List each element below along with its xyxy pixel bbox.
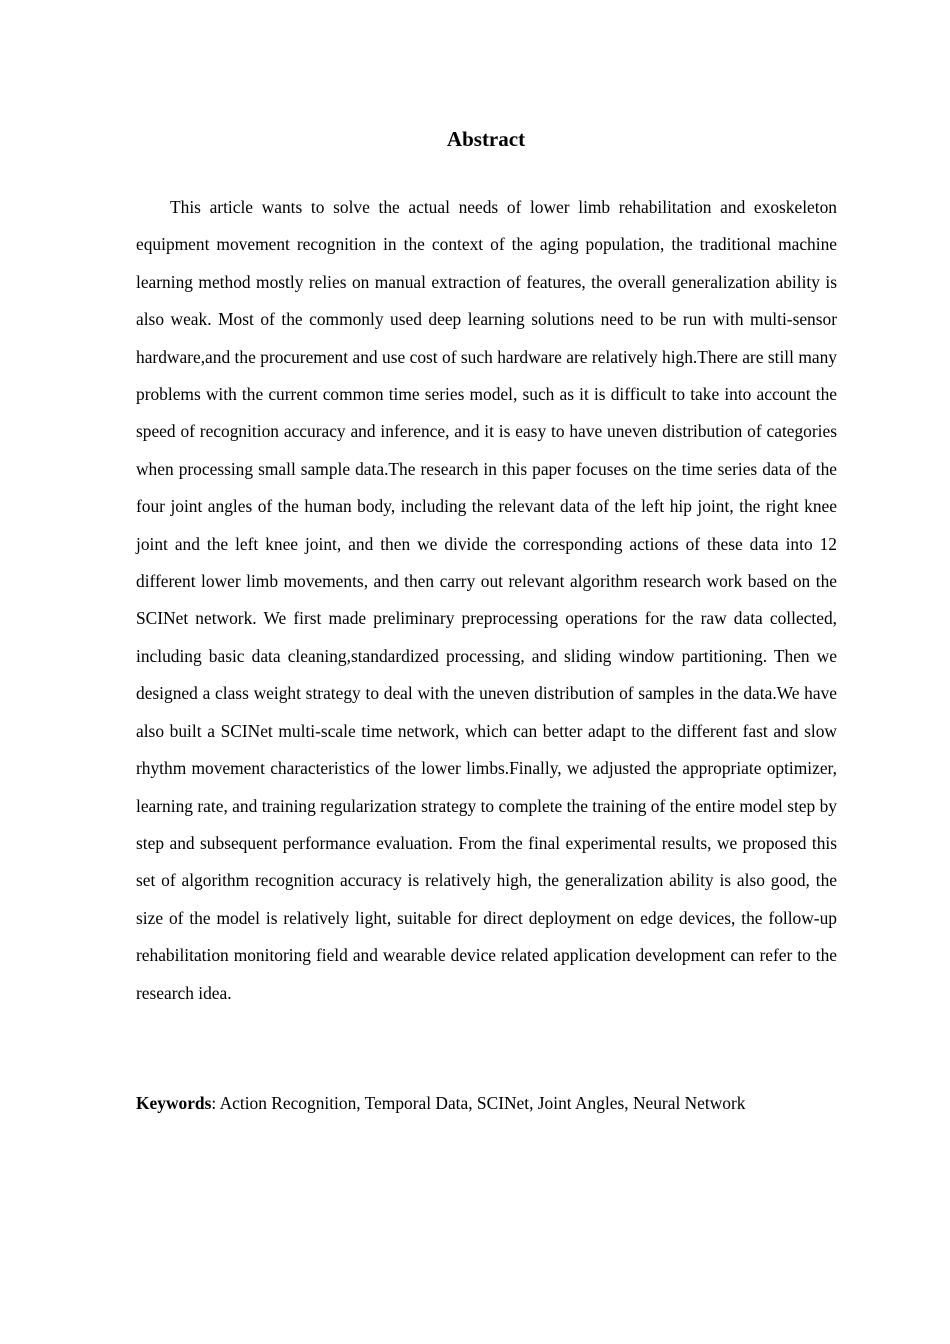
- keywords-line: [136, 1085, 837, 1122]
- abstract-paragraph: This article wants to solve the actual needs of lower limb rehabilitation and exoskeleton equipment movement recognition in the context of the aging population, the traditional machine learning method mostly relies on manual extraction of features, the overall generalization ability is also weak. Most of the commonly used deep learning solutions need to be run with multi-sensor hardware,and the procurement and use cost of such hardware are relatively high.There are still many problems with the current common time series model, such as it is difficult to take into account the speed of recognition accuracy and inference, and it is easy to have uneven distribution of categories when processing small sample data.The research in this paper focuses on the time series data of the four joint angles of the human body, including the relevant data of the left hip joint, the right knee joint and the left knee joint, and then we divide the corresponding actions of these data into 12 different lower limb movements, and then carry out relevant algorithm research work based on the SCINet network. We first made preliminary preprocessing operations for the raw data collected, including basic data cleaning,standardized processing, and sliding window partitioning. Then we designed a class weight strategy to deal with the uneven distribution of samples in the data.We have also built a SCINet multi-scale time network, which can better adapt to the different fast and slow rhythm movement characteristics of the lower limbs.Finally, we adjusted the appropriate optimizer, learning rate, and training regularization strategy to complete the training of the entire model step by step and subsequent performance evaluation. From the final experimental results, we proposed this set of algorithm recognition accuracy is relatively high, the generalization ability is also good, the size of the model is relatively light, suitable for direct deployment on edge devices, the follow-up rehabilitation monitoring field and wearable device related application development can refer to the research idea.: [136, 197, 837, 1003]
- keywords-separator: :: [211, 1093, 220, 1113]
- keywords-label: Keywords: [136, 1093, 212, 1113]
- page-title: Abstract: [446, 127, 526, 151]
- keywords-list: Action Recognition, Temporal Data, SCINet, Joint Angles, Neural Network: [219, 1093, 746, 1113]
